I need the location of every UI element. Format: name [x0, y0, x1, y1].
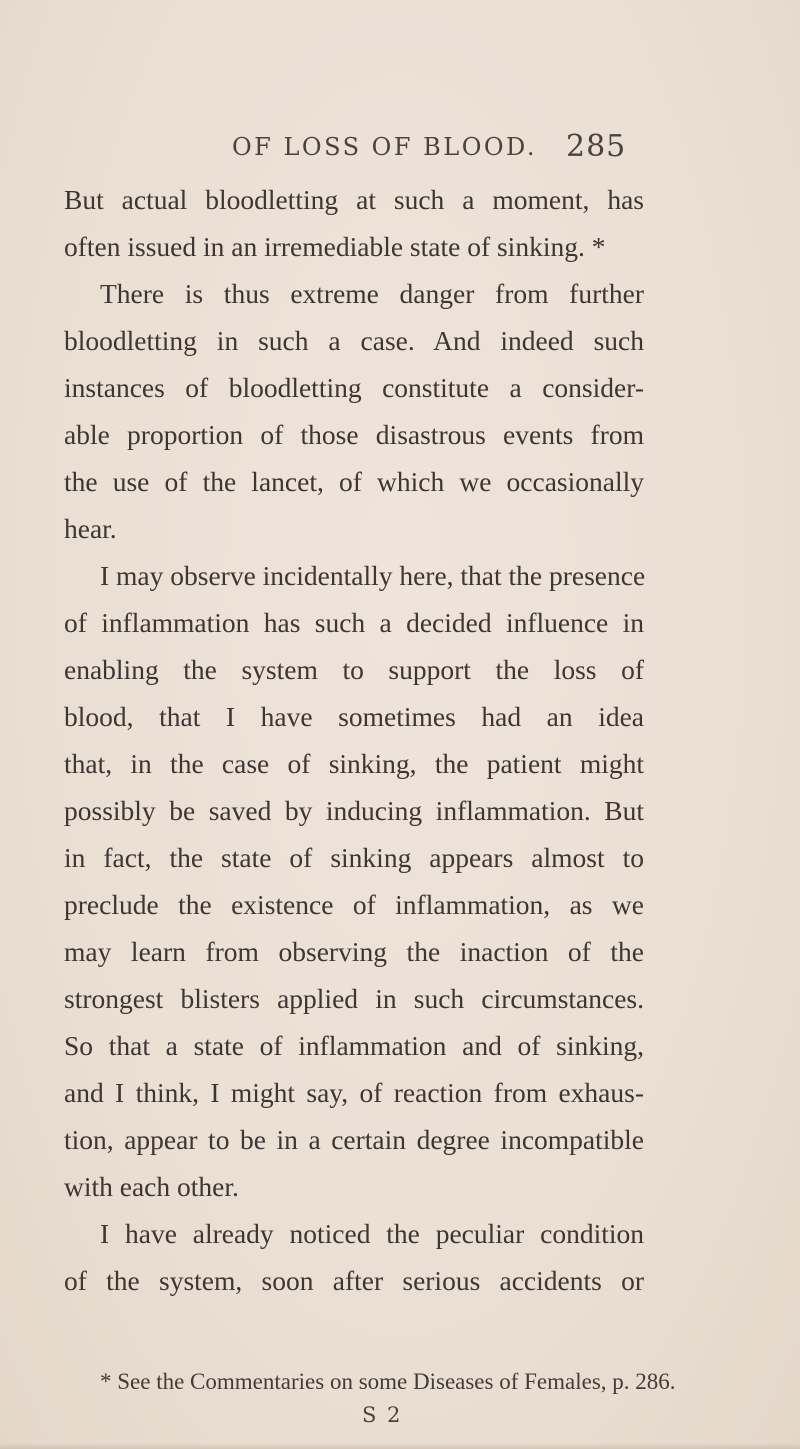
running-title: OF LOSS OF BLOOD.	[232, 133, 538, 161]
text-line: able proportion of those disastrous events from	[64, 419, 644, 450]
text-line: may learn from observing the inaction of the	[64, 936, 644, 967]
text-line: blood, that I have sometimes had an idea	[64, 701, 644, 732]
running-head	[0, 129, 800, 173]
text-line: preclude the existence of inflammation, as we	[64, 889, 644, 920]
text-line: of the system, soon after serious accidents or	[64, 1265, 644, 1296]
text-line: hear.	[64, 513, 117, 544]
text-line: enabling the system to support the loss of	[64, 654, 644, 685]
text-line: instances of bloodletting constitute a consider-	[64, 372, 644, 403]
text-line: possibly be saved by inducing inflammation. But	[64, 795, 644, 826]
footnote: * See the Commentaries on some Diseases of Females, p. 286.	[100, 1369, 676, 1394]
text-line: strongest blisters applied in such circumstances.	[64, 983, 644, 1014]
signature-mark: S 2	[362, 1403, 403, 1427]
text-line: bloodletting in such a case. And indeed such	[64, 325, 644, 356]
text-line: often issued in an irremediable state of sinking. *	[64, 231, 606, 262]
text-line: I have already noticed the peculiar condition	[100, 1218, 644, 1249]
text-line: with each other.	[64, 1171, 239, 1202]
page-number: 285	[566, 129, 627, 164]
text-line: of inflammation has such a decided influence in	[64, 607, 644, 638]
text-line: There is thus extreme danger from further	[100, 278, 644, 309]
text-line: and I think, I might say, of reaction from exhaus-	[64, 1077, 644, 1108]
text-line: tion, appear to be in a certain degree incompatible	[64, 1124, 644, 1155]
page-bottom-edge	[0, 1443, 800, 1449]
text-line: in fact, the state of sinking appears almost to	[64, 842, 644, 873]
text-line: I may observe incidentally here, that the presence	[100, 560, 646, 591]
text-line: the use of the lancet, of which we occasionally	[64, 466, 644, 497]
text-line: But actual bloodletting at such a moment, has	[64, 184, 644, 215]
text-line: that, in the case of sinking, the patient might	[64, 748, 644, 779]
text-line: So that a state of inflammation and of sinking,	[64, 1030, 644, 1061]
